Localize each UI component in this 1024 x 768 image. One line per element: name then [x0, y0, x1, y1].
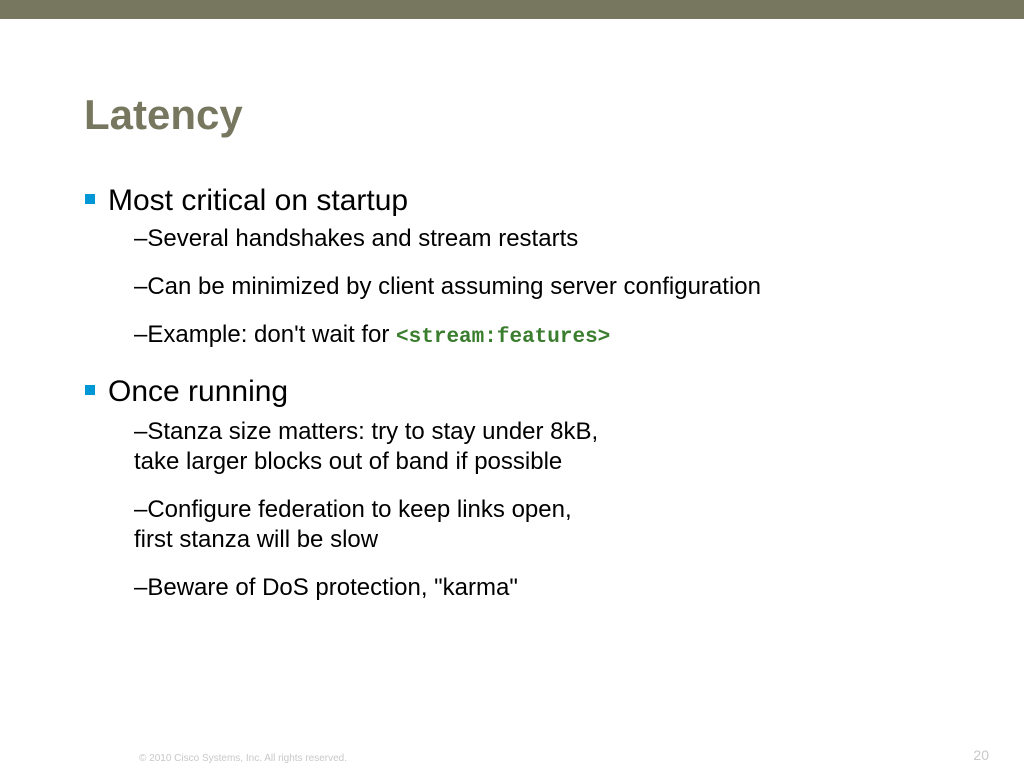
slide-title: Latency	[84, 91, 243, 138]
sub-bullet-item	[134, 224, 984, 254]
sub-bullet-item	[134, 417, 984, 477]
top-accent-bar	[0, 0, 1024, 19]
sub-bullet-text: –Beware of DoS protection, "karma"	[134, 574, 518, 601]
code-snippet: <stream:features>	[396, 326, 611, 349]
sub-bullet-text: –Example: don't wait for	[134, 321, 397, 348]
square-bullet-icon	[85, 385, 95, 395]
sub-bullet-item	[134, 272, 984, 302]
sub-bullet-line: take larger blocks out of band if possible	[134, 448, 563, 475]
bullet-list	[84, 182, 984, 603]
sub-bullet-line: first stanza will be slow	[134, 526, 379, 553]
sub-bullet-text: –Several handshakes and stream restarts	[134, 225, 579, 252]
sub-bullet-item	[134, 495, 984, 555]
square-bullet-icon	[85, 194, 95, 204]
footer-copyright: © 2010 Cisco Systems, Inc. All rights reserved.	[139, 753, 348, 764]
bullet-text: Most critical on startup	[108, 184, 409, 217]
bullet-item	[84, 373, 984, 411]
bullet-text: Once running	[108, 375, 289, 408]
sub-bullet-line: –Configure federation to keep links open,	[134, 496, 572, 523]
bullet-item	[84, 182, 984, 220]
sub-bullet-item	[134, 573, 984, 603]
sub-bullet-text: –Can be minimized by client assuming server configuration	[134, 273, 761, 300]
sub-bullet-line: –Stanza size matters: try to stay under 8kB,	[134, 418, 599, 445]
page-number: 20	[973, 747, 989, 763]
sub-bullet-item	[134, 320, 984, 353]
